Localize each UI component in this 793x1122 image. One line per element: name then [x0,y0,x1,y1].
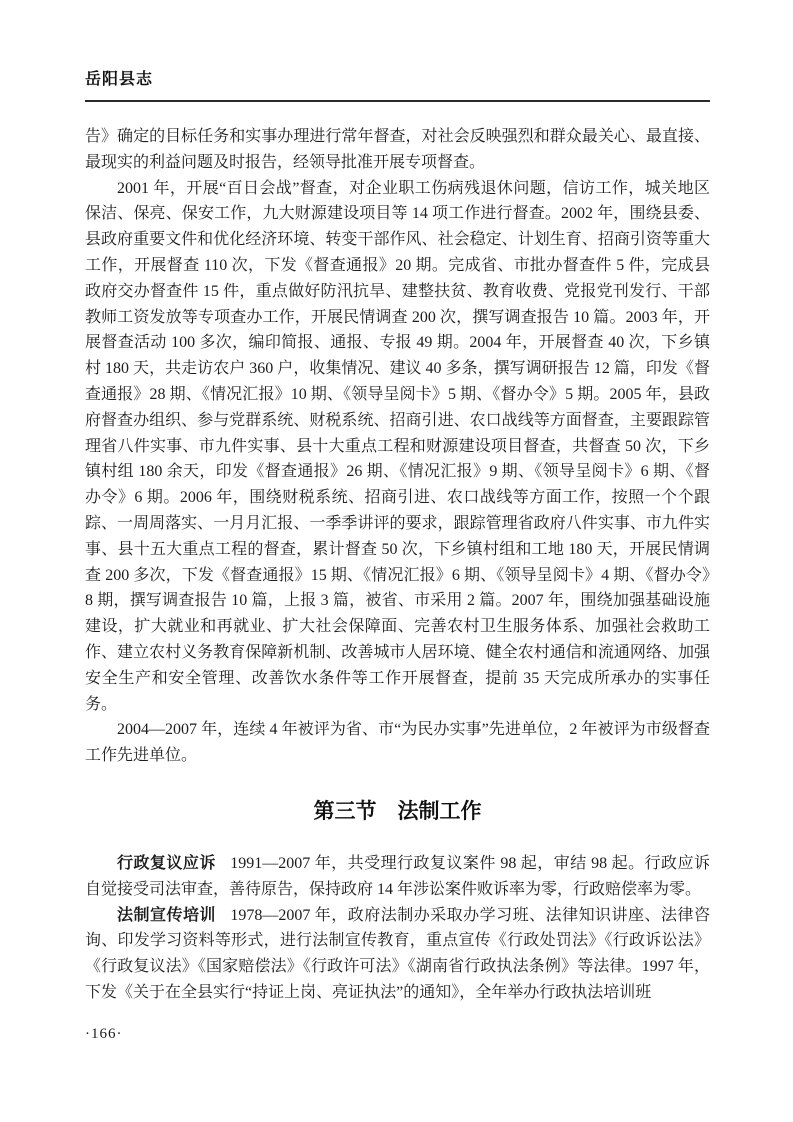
entry-text-administrative-review: 1991—2007 年，共受理行政复议案件 98 起，审结 98 起。行政应诉自觉接受司法审查，善待原告，保持政府 14 年涉讼案件败诉率为零，行政赔偿率为零。 [85,854,710,898]
entry-paragraph-administrative-review [85,851,710,903]
entry-paragraph-legal-publicity-training [85,903,710,1006]
page-body [85,124,710,1006]
running-header-title: 岳阳县志 [85,71,154,88]
page-header [85,70,710,102]
paragraph-continuation: 告》确定的目标任务和实事办理进行常年督查，对社会反映强烈和群众最关心、最直接、最现实的利益问题及时报告，经领导批准开展专项督查。 [85,128,710,171]
header-rule [85,100,710,102]
entry-lead-administrative-review: 行政复议应诉 [117,854,216,872]
entry-lead-legal-publicity-training: 法制宣传培训 [117,906,216,924]
paragraph-awards: 2004—2007 年，连续 4 年被评为省、市“为民办实事”先进单位，2 年被评为市级督查工作先进单位。 [85,721,710,765]
entry-text-legal-publicity-training: 1978—2007 年，政府法制办采取办学习班、法律知识讲座、法律咨询、印发学习资料等形式，进行法制宣传教育，重点宣传《行政处罚法》《行政诉讼法》《行政复议法》《国家赔偿法》《行政许可法》《湖南省行政执法条例》等法律。1997 年，下发《关于在全县实行“持证上岗、亮证执法”的通知》，全年举办行政执法培训班 [85,906,710,1001]
page-number: ·166· [85,1026,123,1042]
paragraph-supervision-history: 2001 年，开展“百日会战”督查，对企业职工伤病残退休问题，信访工作，城关地区保洁、保亮、保安工作，九大财源建设项目等 14 项工作进行督查。2002 年，围绕县委、县政府重要文件和优化经济环境、转变干部作风、社会稳定、计划生育、招商引资等重大工作，开展督查 110 次，下发《督查通报》20 期。完成省、市批办督查件 5 件，完成县政府交办督查件 15 件，重点做好防汛抗旱、建整扶贫、教育收费、党报党刊发行、干部教师工资发放等专项查办工作，开展民情调查 200 次，撰写调查报告 10 篇。2003 年，开展督查活动 100 多次，编印简报、通报、专报 49 期。2004 年，开展督查 40 次，下乡镇村 180 天，共走访农户 360 户，收集情况、建议 40 多条，撰写调研报告 12 篇，印发《督查通报》28 期、《情况汇报》10 期、《领导呈阅卡》5 期、《督办令》5 期。2005 年，县政府督查办组织、参与党群系统、财税系统、招商引进、农口战线等方面督查，主要跟踪管理省八件实事、市九件实事、县十大重点工程和财源建设项目督查，共督查 50 次，下乡镇村组 180 余天，印发《督查通报》26 期、《情况汇报》9 期、《领导呈阅卡》6 期、《督办令》6 期。2006 年，围绕财税系统、招商引进、农口战线等方面工作，按照一个个跟踪、一周周落实、一月月汇报、一季季讲评的要求，跟踪管理省政府八件实事、市九件实事、县十五大重点工程的督查，累计督查 50 次，下乡镇村组和工地 180 天，开展民情调查 200 多次，下发《督查通报》15 期、《情况汇报》6 期、《领导呈阅卡》4 期、《督办令》8 期，撰写调查报告 10 篇，上报 3 篇，被省、市采用 2 篇。2007 年，围绕加强基础设施建设，扩大就业和再就业、扩大社会保障面、完善农村卫生服务体系、加强社会救助工作、建立农村义务教育保障新机制、改善城市人居环境、健全农村通信和流通网络、加强安全生产和安全管理、改善饮水条件等工作开展督查，提前 35 天完成所承办的实事任务。 [85,179,710,713]
section-heading: 第三节 法制工作 [313,799,482,823]
